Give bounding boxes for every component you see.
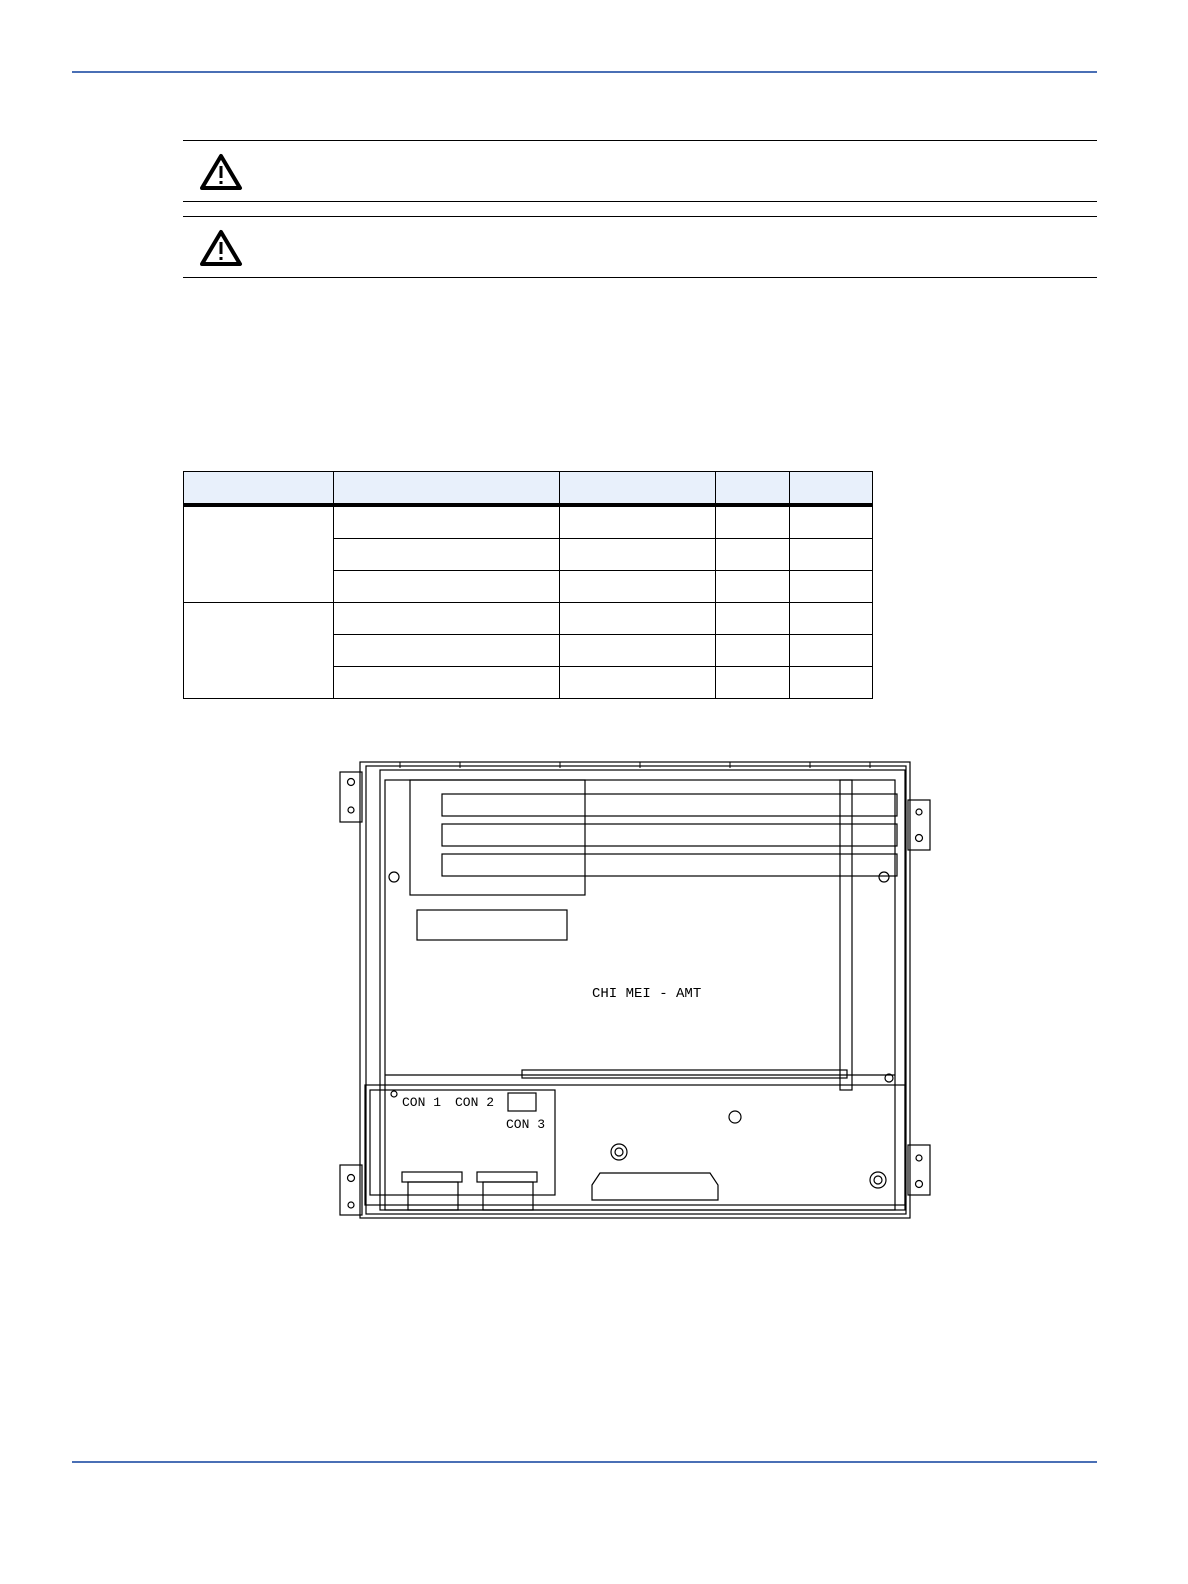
connector-label-con2: CON 2 [455,1095,495,1110]
lcd-module-drawing [330,760,950,1245]
table-cell [334,505,560,539]
column-header [184,472,334,506]
column-header [334,472,560,506]
table-cell [716,505,790,539]
table-cell [560,505,716,539]
table-cell [716,603,790,635]
table-cell [560,667,716,699]
header-rule [72,71,1097,73]
table-cell [334,603,560,635]
table-cell [716,539,790,571]
warning-triangle-icon [199,153,243,196]
column-header [790,472,873,506]
warning-triangle-icon [199,229,243,272]
table-cell [716,571,790,603]
table-cell [560,603,716,635]
table-header-row [184,472,873,506]
footer-rule [72,1461,1097,1463]
table-cell [560,539,716,571]
warning-box-2 [183,216,1097,278]
column-header [716,472,790,506]
table-cell [716,635,790,667]
brand-label: CHI MEI - AMT [592,986,702,1002]
table-cell [716,667,790,699]
table-cell [334,571,560,603]
connector-label-con1: CON 1 [402,1095,442,1110]
group-label [184,505,334,603]
table-cell [334,539,560,571]
table-cell [334,635,560,667]
table-cell [790,505,873,539]
table-cell [790,667,873,699]
table-cell [790,603,873,635]
table-cell [790,635,873,667]
connector-label-con3: CON 3 [506,1117,546,1132]
table-row [184,603,873,635]
group-label [184,603,334,699]
table-cell [790,571,873,603]
table-cell [560,571,716,603]
table-row [184,505,873,539]
table-cell [560,635,716,667]
column-header [560,472,716,506]
spec-table [183,471,873,699]
table-cell [790,539,873,571]
warning-box-1 [183,140,1097,202]
table-cell [334,667,560,699]
